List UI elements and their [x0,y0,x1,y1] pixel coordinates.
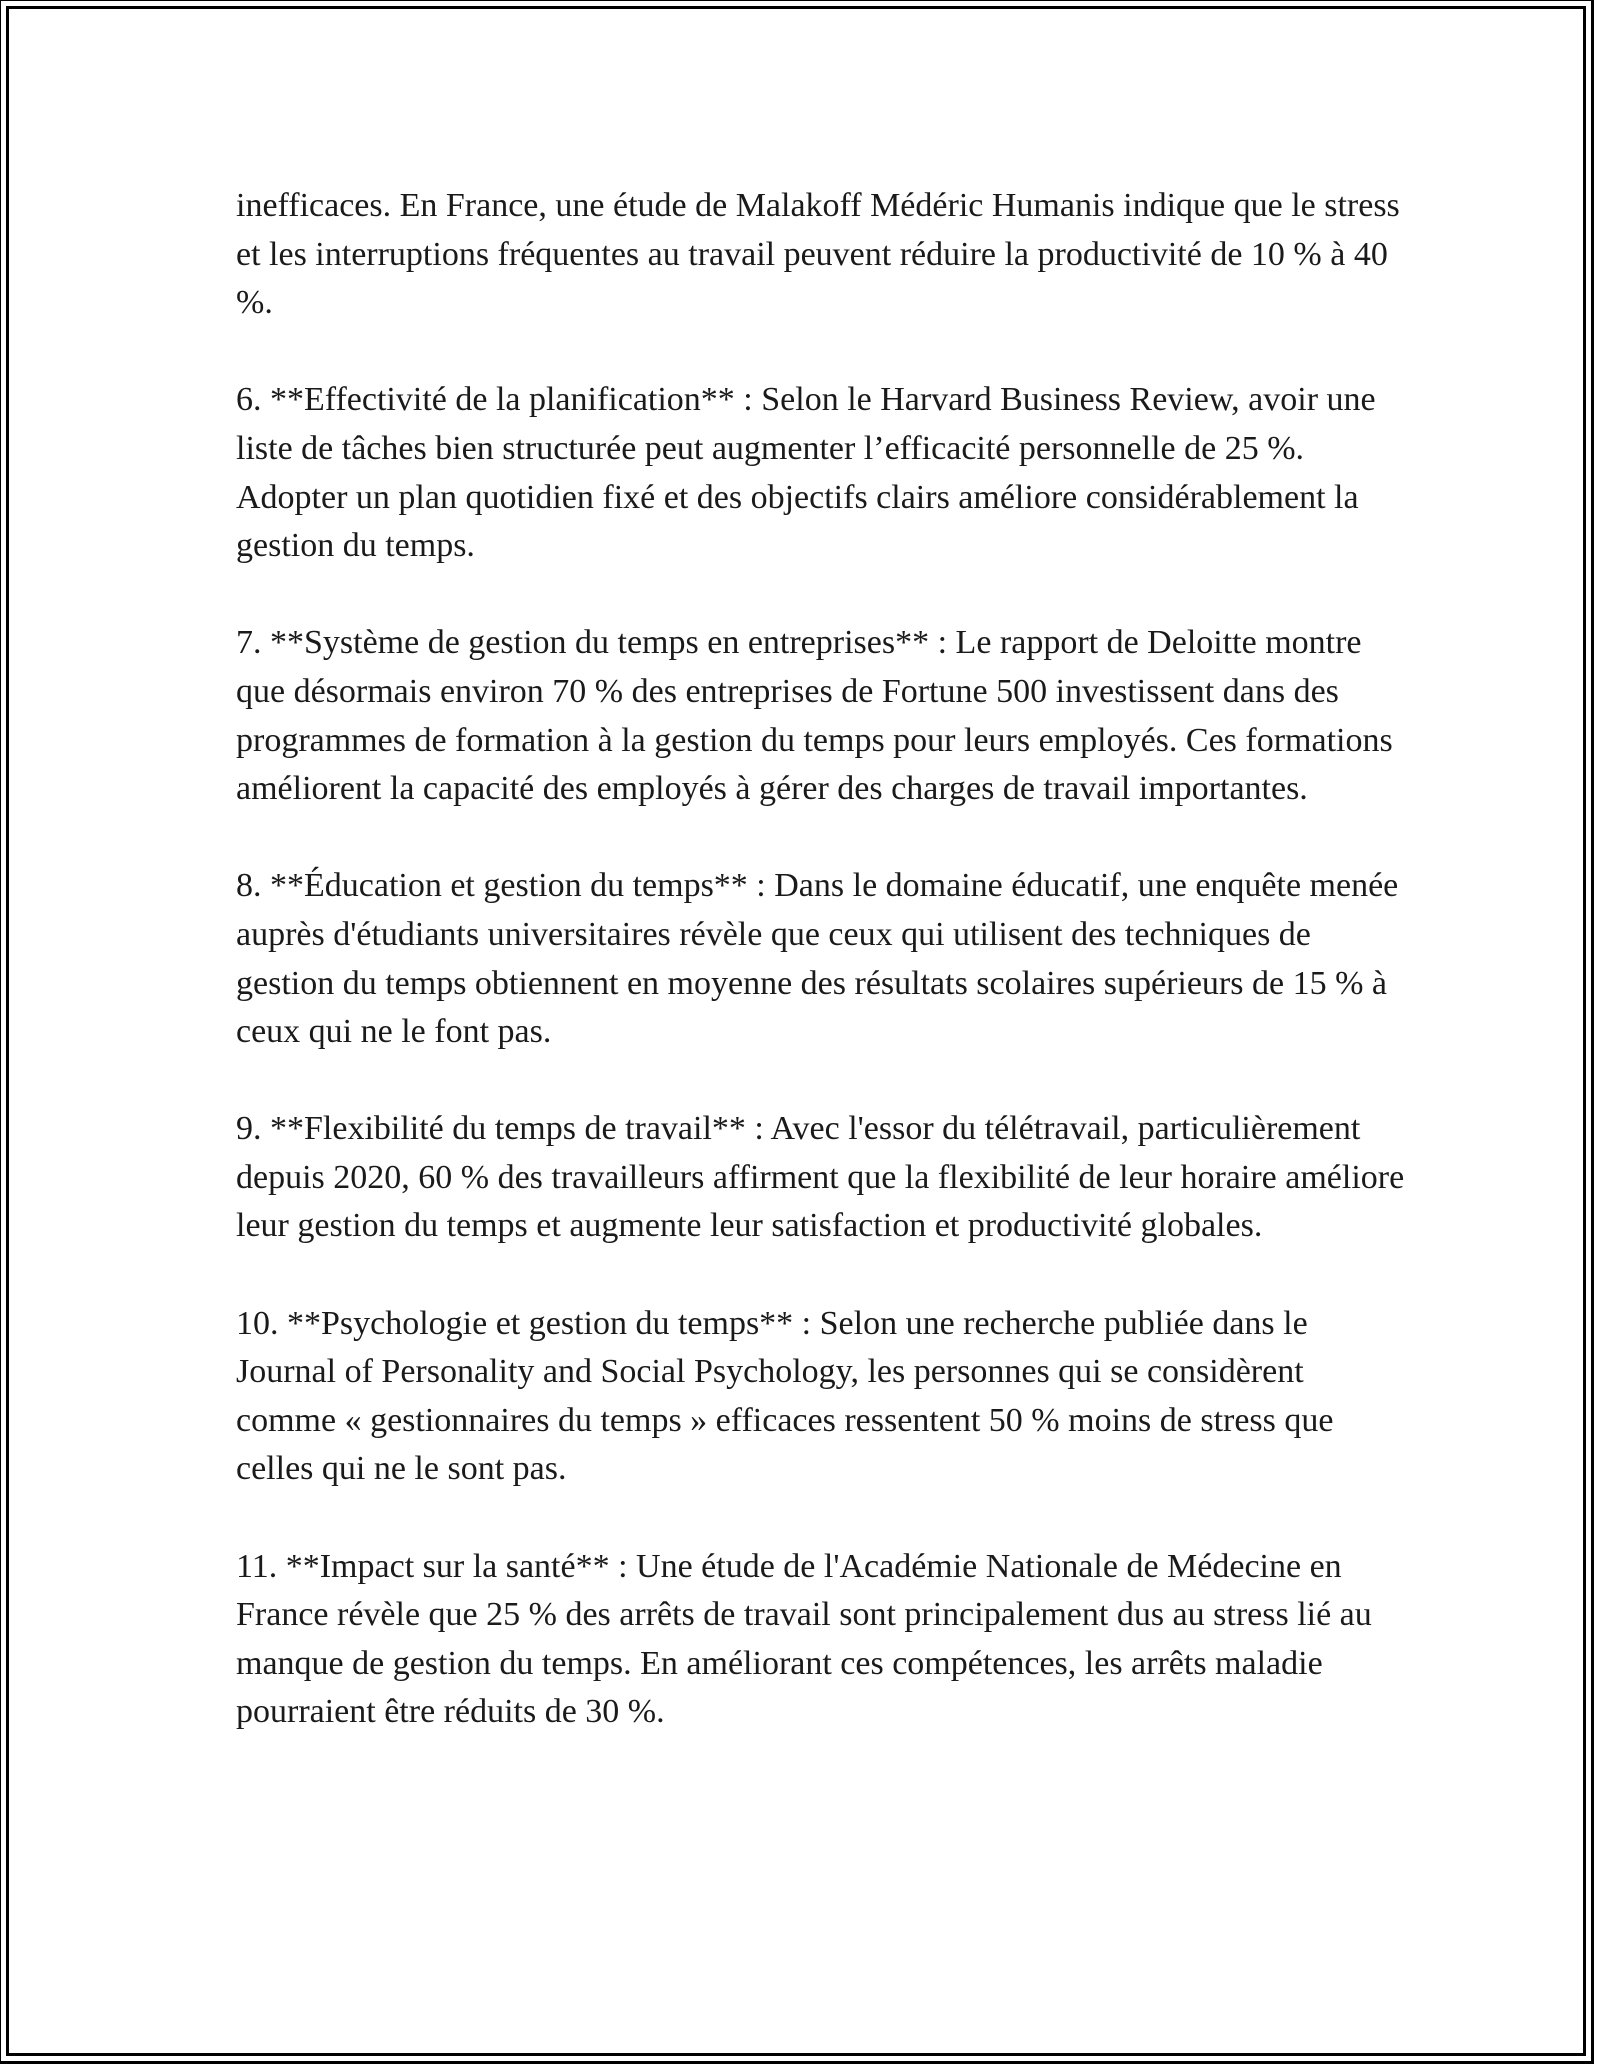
paragraph-item-9: 9. **Flexibilité du temps de travail** : Avec l'essor du télétravail, particulièrement depuis 2020, 60 % des travailleurs affirment que la flexibilité de leur horaire améliore leur gestion du temps et augmente leur satisfaction et productivité globales. [236,1110,1405,1245]
paragraph-item-10: 10. **Psychologie et gestion du temps** : Selon une recherche publiée dans le Journal of Personality and Social Psychology, les personnes qui se considèrent comme « gestionnaires du temps » efficaces ressentent 50 % moins de stress que celles qui ne le sont pas. [236,1304,1334,1488]
paragraph-item-11: 11. **Impact sur la santé** : Une étude de l'Académie Nationale de Médecine en France révèle que 25 % des arrêts de travail sont principalement dus au stress lié au manque de gestion du temps. En améliorant ces compétences, les arrêts maladie pourraient être réduits de 30 %. [236,1547,1372,1731]
paragraph-item-7: 7. **Système de gestion du temps en entreprises** : Le rapport de Deloitte montre que désormais environ 70 % des entreprises de Fortune 500 investissent dans des programmes de formation à la gestion du temps pour leurs employés. Ces formations améliorent la capacité des employés à gérer des charges de travail importantes. [236,624,1393,808]
paragraph-item-6: 6. **Effectivité de la planification** : Selon le Harvard Business Review, avoir une liste de tâches bien structurée peut augmenter l’efficacité personnelle de 25 %. Adopter un plan quotidien fixé et des objectifs clairs améliore considérablement la gestion du temps. [236,381,1376,565]
paragraph-intro-continuation: inefficaces. En France, une étude de Malakoff Médéric Humanis indique que le stress et les interruptions fréquentes au travail peuvent réduire la productivité de 10 % à 40 %. [236,187,1400,322]
document-body [236,182,1406,1737]
paragraph-item-8: 8. **Éducation et gestion du temps** : Dans le domaine éducatif, une enquête menée auprès d'étudiants universitaires révèle que ceux qui utilisent des techniques de gestion du temps obtiennent en moyenne des résultats scolaires supérieurs de 15 % à ceux qui ne le font pas. [236,867,1399,1051]
